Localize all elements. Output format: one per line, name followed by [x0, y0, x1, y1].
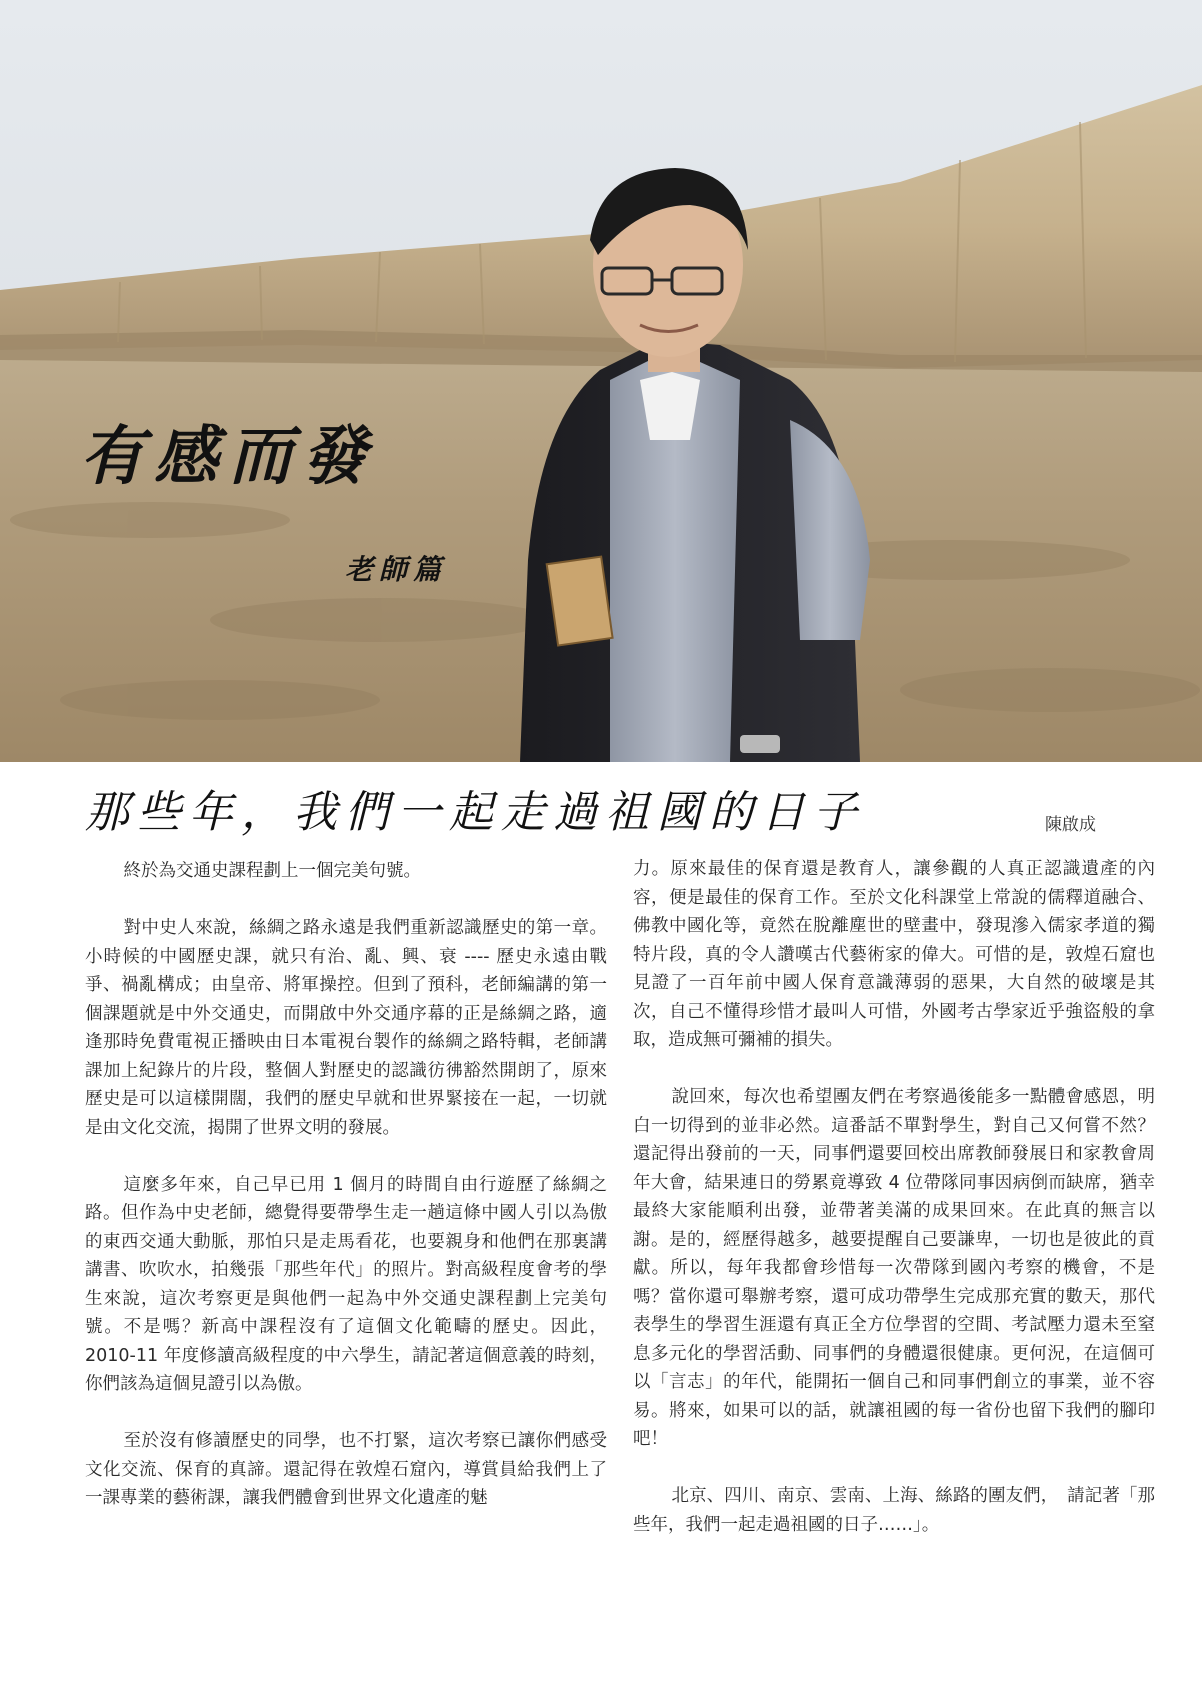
right-column [633, 855, 1155, 1568]
paragraph: 至於沒有修讀歷史的同學，也不打緊，這次考察已讓你們感受文化交流、保育的真諦。還記得在敦煌石窟內，導賞員給我們上了一課專業的藝術課，讓我們體會到世界文化遺產的魅 [85, 1431, 607, 1508]
paragraph-continuation: 力。原來最佳的保育還是教育人，讓參觀的人真正認識遺產的內容，便是最佳的保育工作。至於文化科課堂上常說的儒釋道融合、佛教中國化等，竟然在脫離塵世的壁畫中，發現滲入儒家孝道的獨特片段，真的令人讚嘆古代藝術家的偉大。可惜的是，敦煌石窟也見證了一百年前中國人保育意識薄弱的惡果，大自然的破壞是其次，自己不懂得珍惜才最叫人可惜，外國考古學家近乎強盜般的拿取，造成無可彌補的損失。 [633, 859, 1155, 1050]
paragraph: 終於為交通史課程劃上一個完美句號。 [123, 861, 421, 881]
article-author: 陳啟成 [1045, 815, 1096, 835]
series-title: 有感而發 [80, 419, 376, 494]
paragraph: 說回來，每次也希望團友們在考察過後能多一點體會感恩，明白一切得到的並非必然。這番話不單對學生，對自己又何嘗不然？還記得出發前的一天，同事們還要回校出席教師發展日和家教會周年大會，結果連日的勞累竟導致 4 位帶隊同事因病倒而缺席，猶幸最終大家能順利出發，並帶著美滿的成果回來。在此真的無言以謝。是的，經歷得越多，越要提醒自己要謙卑，一切也是彼此的貢獻。所以，每年我都會珍惜每一次帶隊到國內考察的機會，不是嗎？當你還可舉辦考察，還可成功帶學生完成那充實的數天，那代表學生的學習生涯還有真正全方位學習的空間、考試壓力還未至窒息多元化的學習活動、同事們的身體還很健康。更何況，在這個可以「言志」的年代，能開拓一個自己和同事們創立的事業，並不容易。將來，如果可以的話，就讓祖國的每一省份也留下我們的腳印吧！ [633, 1087, 1155, 1449]
header-photo [0, 0, 1202, 762]
left-column [85, 857, 607, 1541]
article-title: 那些年，我們一起走過祖國的日子 [85, 787, 865, 838]
paragraph: 對中史人來說，絲綢之路永遠是我們重新認識歷史的第一章。小時候的中國歷史課，就只有治、亂、興、衰 ---- 歷史永遠由戰爭、禍亂構成；由皇帝、將軍操控。但到了預科，老師編講的第一個課題就是中外交通史，而開啟中外交通序幕的正是絲綢之路，適逢那時免費電視正播映由日本電視台製作的絲綢之路特輯，老師講課加上紀錄片的片段，整個人對歷史的認識彷彿豁然開朗了，原來歷史是可以這樣開闊，我們的歷史早就和世界緊接在一起，一切就是由文化交流，揭開了世界文明的發展。 [85, 918, 607, 1138]
paragraph: 北京、四川、南京、雲南、上海、絲路的團友們， 請記著「那些年，我們一起走過祖國的日子……」。 [633, 1486, 1155, 1535]
desert-wall-photo [0, 0, 1202, 762]
paragraph: 這麼多年來，自己早已用 1 個月的時間自由行遊歷了絲綢之路。但作為中史老師，總覺得要帶學生走一趟這條中國人引以為傲的東西交通大動脈，那怕只是走馬看花，也要親身和他們在那裏講講書、吹吹水，拍幾張「那些年代」的照片。對高級程度會考的學生來說，這次考察更是與他們一起為中外交通史課程劃上完美句號。不是嗎？新高中課程沒有了這個文化範疇的歷史。因此，2010-11 年度修讀高級程度的中六學生，請記著這個意義的時刻，你們該為這個見證引以為傲。 [85, 1174, 607, 1394]
series-subtitle: 老師篇 [345, 553, 448, 586]
